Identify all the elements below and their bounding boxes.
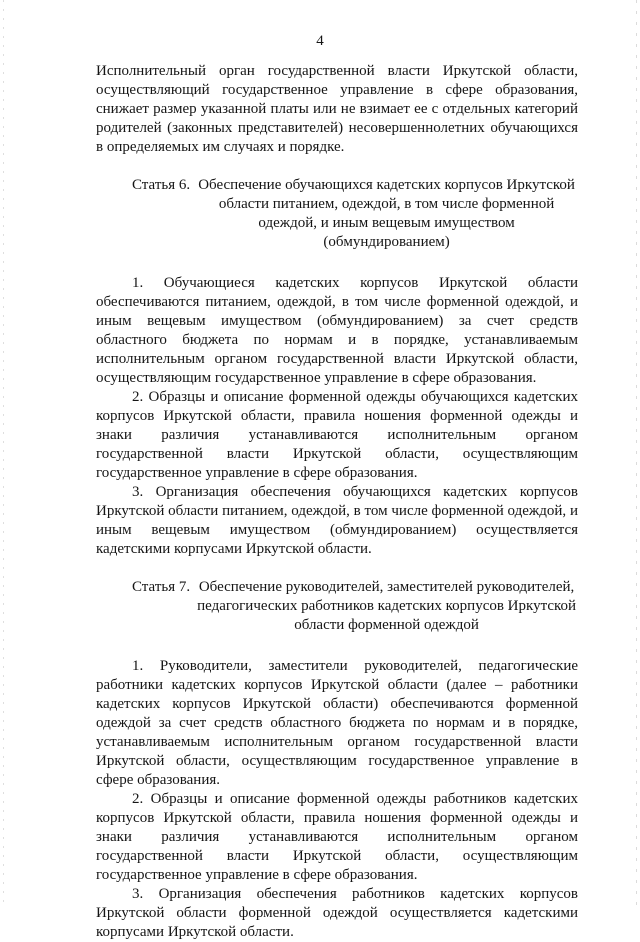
intro-paragraph: Исполнительный орган государственной власти Иркутской области, осуществляющий государственное управление в сфере образования, снижает размер указанной платы или не взимает ее с отдельных категорий родителей (законных представителей) несовершеннолетних обучающихся в определяемых им случаях и порядке. <box>96 63 578 155</box>
article-6-paragraph-2: 2. Образцы и описание форменной одежды обучающихся кадетских корпусов Иркутской области, правила ношения форменной одежды и знаки различия устанавливаются исполнительным органом государственной власти Иркутской области, осуществляющим государственное управление в сфере образования. <box>96 389 578 481</box>
article-6-number: Статья 6. <box>132 177 191 193</box>
article-6-paragraph-3: 3. Организация обеспечения обучающихся кадетских корпусов Иркутской области питанием, одеждой, в том числе форменной одеждой, и иным вещевым имуществом (обмундированием) осуществляется кадетскими корпусами Иркутской области. <box>96 484 578 557</box>
document-body <box>96 62 578 942</box>
article-6-paragraph-1: 1. Обучающиеся кадетских корпусов Иркутской области обеспечиваются питанием, одеждой, в том числе форменной одеждой, и иным вещевым имуществом (обмундированием) за счет средств областного бюджета по нормам и в порядке, устанавливаемым исполнительным органом государственной власти Иркутской области, осуществляющим государственное управление в сфере образования. <box>96 275 578 386</box>
scan-edge-left <box>3 0 4 905</box>
article-7-paragraph-1: 1. Руководители, заместители руководителей, педагогические работники кадетских корпусов Иркутской области (далее – работники кадетских корпусов Иркутской области) обеспечиваются форменной одеждой за счет средств областного бюджета по нормам и в порядке, устанавливаемым исполнительным органом государственной власти Иркутской области, осуществляющим государственное управление в сфере образования. <box>96 658 578 788</box>
article-6-heading <box>132 176 578 252</box>
article-7-title: Обеспечение руководителей, заместителей руководителей, педагогических работников кадетских корпусов Иркутской области форменной одеждой <box>197 579 577 633</box>
scan-edge-right <box>636 0 637 905</box>
article-7-number: Статья 7. <box>132 579 191 595</box>
article-7-paragraph-2: 2. Образцы и описание форменной одежды работников кадетских корпусов Иркутской области, правила ношения форменной одежды и знаки различия устанавливаются исполнительным органом государственной власти Иркутской области, осуществляющим государственное управление в сфере образования. <box>96 791 578 883</box>
article-7-heading <box>132 578 578 635</box>
page-number: 4 <box>316 33 324 49</box>
article-7-paragraph-3: 3. Организация обеспечения работников кадетских корпусов Иркутской области форменной одеждой осуществляется кадетскими корпусами Иркутской области. <box>96 886 578 940</box>
article-6-title: Обеспечение обучающихся кадетских корпусов Иркутской области питанием, одеждой, в том числе форменной одеждой, и иным вещевым имуществом (обмундированием) <box>198 177 575 250</box>
